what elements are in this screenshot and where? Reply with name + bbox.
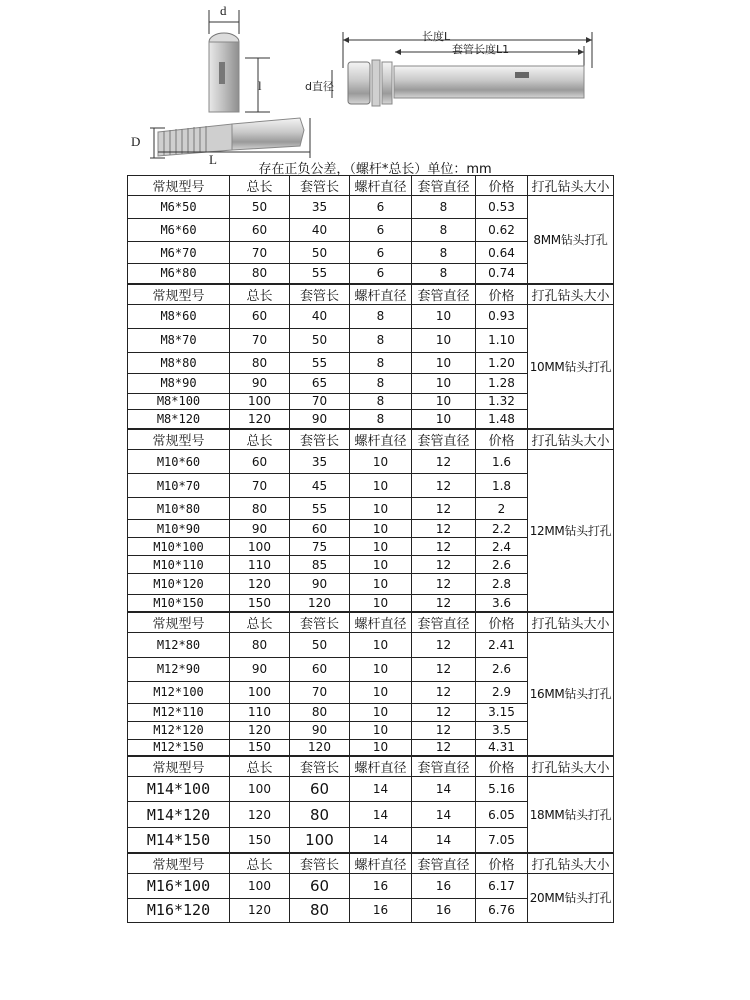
- model-cell: M12*150: [128, 739, 230, 756]
- price-cell: 0.62: [476, 219, 528, 242]
- column-header: 总长: [230, 284, 290, 305]
- model-cell: M10*150: [128, 595, 230, 612]
- column-header: 打孔钻头大小: [528, 284, 614, 305]
- sleeve_d-cell: 12: [412, 632, 476, 657]
- model-cell: M12*80: [128, 632, 230, 657]
- sleeve_d-cell: 16: [412, 873, 476, 898]
- column-header: 套管长: [290, 176, 350, 196]
- column-header: 套管长: [290, 756, 350, 777]
- total-cell: 120: [230, 898, 290, 922]
- column-header: 螺杆直径: [350, 429, 412, 450]
- column-header: 总长: [230, 429, 290, 450]
- table-row: [128, 304, 614, 328]
- rod-cell: 6: [350, 196, 412, 219]
- model-cell: M8*80: [128, 352, 230, 373]
- column-header: 套管直径: [412, 284, 476, 305]
- column-header: 总长: [230, 176, 290, 196]
- sleeve_d-cell: 14: [412, 777, 476, 802]
- drill-size-cell: 16MM钻头打孔: [528, 632, 614, 756]
- model-cell: M8*100: [128, 393, 230, 409]
- column-header: 套管直径: [412, 176, 476, 196]
- model-cell: M10*80: [128, 498, 230, 520]
- total-cell: 90: [230, 657, 290, 681]
- rod-cell: 10: [350, 721, 412, 739]
- column-header: 价格: [476, 853, 528, 874]
- model-cell: M10*60: [128, 450, 230, 474]
- sleeve_d-cell: 12: [412, 574, 476, 595]
- model-cell: M14*100: [128, 777, 230, 802]
- total-cell: 60: [230, 219, 290, 242]
- total-cell: 60: [230, 450, 290, 474]
- column-header: 常规型号: [128, 853, 230, 874]
- header-row: [128, 429, 614, 450]
- column-header: 价格: [476, 429, 528, 450]
- sleeve_d-cell: 12: [412, 721, 476, 739]
- column-header: 常规型号: [128, 429, 230, 450]
- total-cell: 120: [230, 409, 290, 429]
- column-header: 套管长: [290, 612, 350, 633]
- sleeve-cell: 65: [290, 373, 350, 393]
- total-cell: 80: [230, 352, 290, 373]
- column-header: 螺杆直径: [350, 853, 412, 874]
- drill-size-cell: 10MM钻头打孔: [528, 304, 614, 429]
- model-cell: M10*120: [128, 574, 230, 595]
- header-row: [128, 176, 614, 196]
- model-cell: M10*90: [128, 520, 230, 538]
- price-cell: 2.4: [476, 538, 528, 556]
- total-cell: 120: [230, 721, 290, 739]
- model-cell: M6*80: [128, 264, 230, 284]
- sleeve-cell: 90: [290, 409, 350, 429]
- rod-cell: 16: [350, 898, 412, 922]
- sleeve_d-cell: 10: [412, 409, 476, 429]
- sleeve-cell: 70: [290, 681, 350, 703]
- model-cell: M8*60: [128, 304, 230, 328]
- price-cell: 1.6: [476, 450, 528, 474]
- column-header: 螺杆直径: [350, 756, 412, 777]
- sleeve_d-cell: 14: [412, 802, 476, 828]
- sleeve_d-cell: 12: [412, 498, 476, 520]
- sleeve_d-cell: 12: [412, 556, 476, 574]
- rod-cell: 8: [350, 373, 412, 393]
- total-cell: 90: [230, 373, 290, 393]
- column-header: 螺杆直径: [350, 284, 412, 305]
- rod-cell: 10: [350, 556, 412, 574]
- price-cell: 2.2: [476, 520, 528, 538]
- rod-cell: 14: [350, 802, 412, 828]
- header-row: [128, 612, 614, 633]
- total-cell: 100: [230, 538, 290, 556]
- sleeve-cell: 50: [290, 242, 350, 264]
- column-header: 套管长: [290, 853, 350, 874]
- price-cell: 6.05: [476, 802, 528, 828]
- rod-cell: 10: [350, 703, 412, 721]
- sleeve-cell: 120: [290, 739, 350, 756]
- product-diagrams: [0, 0, 750, 167]
- rod-cell: 8: [350, 352, 412, 373]
- label-d-diameter: d直径: [305, 80, 334, 93]
- rod-cell: 10: [350, 520, 412, 538]
- sleeve_d-cell: 12: [412, 657, 476, 681]
- sleeve_d-cell: 14: [412, 828, 476, 853]
- table-row: [128, 450, 614, 474]
- model-cell: M6*70: [128, 242, 230, 264]
- total-cell: 100: [230, 873, 290, 898]
- price-cell: 6.17: [476, 873, 528, 898]
- column-header: 价格: [476, 756, 528, 777]
- total-cell: 120: [230, 802, 290, 828]
- column-header: 价格: [476, 176, 528, 196]
- sleeve-cell: 70: [290, 393, 350, 409]
- column-header: 螺杆直径: [350, 612, 412, 633]
- rod-cell: 10: [350, 498, 412, 520]
- sleeve_d-cell: 10: [412, 393, 476, 409]
- label-total-length: 长度L: [422, 30, 451, 43]
- vertical-sleeve-illustration: [209, 10, 270, 112]
- price-cell: 0.53: [476, 196, 528, 219]
- column-header: 套管长: [290, 429, 350, 450]
- sleeve-cell: 90: [290, 574, 350, 595]
- model-cell: M12*100: [128, 681, 230, 703]
- rod-cell: 10: [350, 538, 412, 556]
- label-sleeve-length: 套管长度L1: [452, 43, 510, 56]
- anchor-bolt-diagrams: [0, 0, 750, 160]
- price-cell: 3.15: [476, 703, 528, 721]
- specification-table: [127, 175, 614, 923]
- drill-size-cell: 12MM钻头打孔: [528, 450, 614, 612]
- model-cell: M8*70: [128, 328, 230, 352]
- rod-cell: 8: [350, 328, 412, 352]
- rod-cell: 10: [350, 657, 412, 681]
- sleeve-cell: 40: [290, 219, 350, 242]
- model-cell: M12*110: [128, 703, 230, 721]
- model-cell: M16*100: [128, 873, 230, 898]
- sleeve-cell: 35: [290, 450, 350, 474]
- sleeve-cell: 100: [290, 828, 350, 853]
- total-cell: 80: [230, 264, 290, 284]
- sleeve-cell: 60: [290, 777, 350, 802]
- sleeve-cell: 55: [290, 498, 350, 520]
- sleeve-cell: 45: [290, 474, 350, 498]
- model-cell: M14*150: [128, 828, 230, 853]
- sleeve-cell: 35: [290, 196, 350, 219]
- price-cell: 2.6: [476, 657, 528, 681]
- column-header: 套管直径: [412, 756, 476, 777]
- model-cell: M10*100: [128, 538, 230, 556]
- column-header: 价格: [476, 284, 528, 305]
- sleeve_d-cell: 12: [412, 520, 476, 538]
- total-cell: 70: [230, 242, 290, 264]
- price-cell: 6.76: [476, 898, 528, 922]
- sleeve-cell: 80: [290, 703, 350, 721]
- model-cell: M14*120: [128, 802, 230, 828]
- header-row: [128, 756, 614, 777]
- sleeve-cell: 50: [290, 632, 350, 657]
- sleeve_d-cell: 12: [412, 538, 476, 556]
- table-caption: 存在正负公差，（螺杆*总长）单位：mm: [258, 162, 492, 177]
- total-cell: 80: [230, 632, 290, 657]
- drill-size-cell: 20MM钻头打孔: [528, 873, 614, 922]
- column-header: 常规型号: [128, 756, 230, 777]
- total-cell: 110: [230, 556, 290, 574]
- sleeve_d-cell: 12: [412, 474, 476, 498]
- sleeve-cell: 55: [290, 352, 350, 373]
- sleeve-cell: 80: [290, 802, 350, 828]
- sleeve_d-cell: 8: [412, 196, 476, 219]
- total-cell: 80: [230, 498, 290, 520]
- rod-cell: 10: [350, 474, 412, 498]
- sleeve_d-cell: 10: [412, 352, 476, 373]
- total-cell: 100: [230, 681, 290, 703]
- total-cell: 150: [230, 739, 290, 756]
- sleeve-cell: 60: [290, 657, 350, 681]
- label-D: D: [131, 134, 141, 149]
- sleeve_d-cell: 12: [412, 450, 476, 474]
- sleeve_d-cell: 12: [412, 595, 476, 612]
- price-cell: 5.16: [476, 777, 528, 802]
- column-header: 常规型号: [128, 612, 230, 633]
- sleeve-cell: 60: [290, 873, 350, 898]
- model-cell: M12*90: [128, 657, 230, 681]
- label-d-top: d: [220, 3, 227, 18]
- price-cell: 2: [476, 498, 528, 520]
- rod-cell: 8: [350, 409, 412, 429]
- column-header: 价格: [476, 612, 528, 633]
- column-header: 套管长: [290, 284, 350, 305]
- column-header: 总长: [230, 756, 290, 777]
- column-header: 打孔钻头大小: [528, 176, 614, 196]
- rod-cell: 6: [350, 264, 412, 284]
- rod-cell: 10: [350, 574, 412, 595]
- total-cell: 70: [230, 328, 290, 352]
- rod-cell: 10: [350, 739, 412, 756]
- total-cell: 100: [230, 393, 290, 409]
- model-cell: M6*60: [128, 219, 230, 242]
- price-cell: 1.8: [476, 474, 528, 498]
- column-header: 打孔钻头大小: [528, 612, 614, 633]
- price-cell: 1.28: [476, 373, 528, 393]
- sleeve_d-cell: 8: [412, 219, 476, 242]
- threaded-rod-illustration: [150, 118, 310, 158]
- sleeve-cell: 120: [290, 595, 350, 612]
- model-cell: M6*50: [128, 196, 230, 219]
- sleeve_d-cell: 12: [412, 739, 476, 756]
- header-row: [128, 853, 614, 874]
- price-cell: 2.9: [476, 681, 528, 703]
- total-cell: 60: [230, 304, 290, 328]
- column-header: 套管直径: [412, 429, 476, 450]
- total-cell: 120: [230, 574, 290, 595]
- table-row: [128, 873, 614, 898]
- rod-cell: 10: [350, 681, 412, 703]
- rod-cell: 6: [350, 219, 412, 242]
- total-cell: 100: [230, 777, 290, 802]
- sleeve_d-cell: 10: [412, 328, 476, 352]
- price-cell: 2.8: [476, 574, 528, 595]
- model-cell: M10*110: [128, 556, 230, 574]
- total-cell: 150: [230, 828, 290, 853]
- column-header: 打孔钻头大小: [528, 756, 614, 777]
- model-cell: M8*90: [128, 373, 230, 393]
- sleeve-cell: 50: [290, 328, 350, 352]
- total-cell: 150: [230, 595, 290, 612]
- price-cell: 4.31: [476, 739, 528, 756]
- table-row: [128, 777, 614, 802]
- price-cell: 7.05: [476, 828, 528, 853]
- rod-cell: 10: [350, 450, 412, 474]
- sleeve_d-cell: 8: [412, 264, 476, 284]
- price-cell: 3.5: [476, 721, 528, 739]
- total-cell: 110: [230, 703, 290, 721]
- rod-cell: 14: [350, 828, 412, 853]
- model-cell: M12*120: [128, 721, 230, 739]
- sleeve_d-cell: 8: [412, 242, 476, 264]
- price-cell: 1.10: [476, 328, 528, 352]
- model-cell: M8*120: [128, 409, 230, 429]
- rod-cell: 8: [350, 393, 412, 409]
- drill-size-cell: 8MM钻头打孔: [528, 196, 614, 284]
- sleeve_d-cell: 10: [412, 304, 476, 328]
- column-header: 总长: [230, 853, 290, 874]
- price-cell: 0.93: [476, 304, 528, 328]
- drill-size-cell: 18MM钻头打孔: [528, 777, 614, 853]
- price-cell: 3.6: [476, 595, 528, 612]
- rod-cell: 14: [350, 777, 412, 802]
- total-cell: 50: [230, 196, 290, 219]
- column-header: 总长: [230, 612, 290, 633]
- column-header: 打孔钻头大小: [528, 853, 614, 874]
- sleeve-cell: 55: [290, 264, 350, 284]
- model-cell: M10*70: [128, 474, 230, 498]
- price-cell: 1.48: [476, 409, 528, 429]
- table-row: [128, 196, 614, 219]
- sleeve_d-cell: 12: [412, 681, 476, 703]
- price-cell: 2.6: [476, 556, 528, 574]
- label-L-bottom: L: [209, 152, 217, 167]
- rod-cell: 8: [350, 304, 412, 328]
- label-l-small: l: [258, 78, 262, 93]
- price-cell: 2.41: [476, 632, 528, 657]
- rod-cell: 10: [350, 632, 412, 657]
- column-header: 常规型号: [128, 176, 230, 196]
- price-cell: 0.74: [476, 264, 528, 284]
- price-cell: 1.32: [476, 393, 528, 409]
- price-cell: 0.64: [476, 242, 528, 264]
- sleeve-cell: 60: [290, 520, 350, 538]
- rod-cell: 6: [350, 242, 412, 264]
- header-row: [128, 284, 614, 305]
- sleeve-cell: 75: [290, 538, 350, 556]
- column-header: 螺杆直径: [350, 176, 412, 196]
- column-header: 套管直径: [412, 612, 476, 633]
- column-header: 打孔钻头大小: [528, 429, 614, 450]
- sleeve-cell: 90: [290, 721, 350, 739]
- sleeve_d-cell: 16: [412, 898, 476, 922]
- sleeve_d-cell: 12: [412, 703, 476, 721]
- total-cell: 90: [230, 520, 290, 538]
- total-cell: 70: [230, 474, 290, 498]
- column-header: 套管直径: [412, 853, 476, 874]
- price-cell: 1.20: [476, 352, 528, 373]
- sleeve-cell: 80: [290, 898, 350, 922]
- sleeve_d-cell: 10: [412, 373, 476, 393]
- column-header: 常规型号: [128, 284, 230, 305]
- model-cell: M16*120: [128, 898, 230, 922]
- rod-cell: 16: [350, 873, 412, 898]
- sleeve-cell: 40: [290, 304, 350, 328]
- rod-cell: 10: [350, 595, 412, 612]
- sleeve-cell: 85: [290, 556, 350, 574]
- table-row: [128, 632, 614, 657]
